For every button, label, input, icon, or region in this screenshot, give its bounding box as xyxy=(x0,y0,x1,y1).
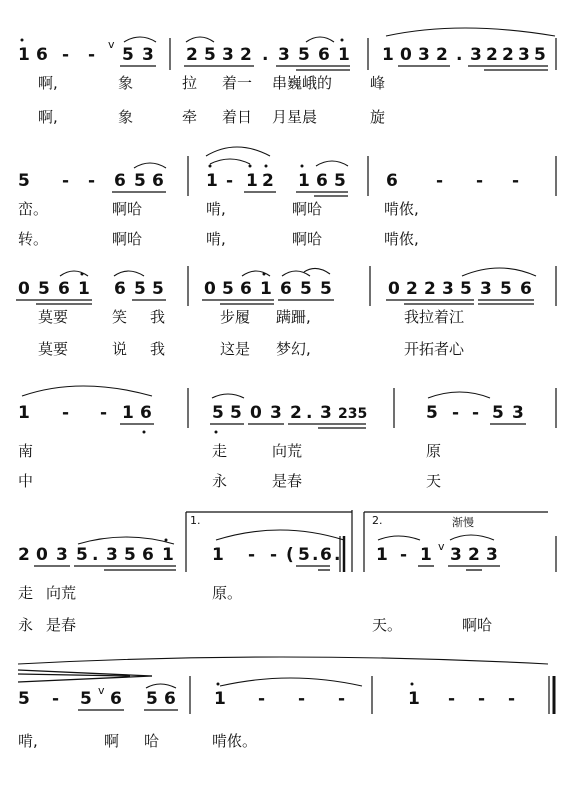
svg-text:-: - xyxy=(248,545,256,565)
svg-text:v: v xyxy=(438,540,445,553)
expression-mark: 渐慢 xyxy=(452,516,474,529)
svg-text:235: 235 xyxy=(338,406,368,422)
svg-text:永: 永 xyxy=(212,472,228,490)
svg-text:6: 6 xyxy=(164,689,176,709)
svg-text:2: 2 xyxy=(240,45,252,65)
svg-text:1: 1 xyxy=(260,279,272,299)
svg-text:我拉着江: 我拉着江 xyxy=(404,308,465,326)
system-1 xyxy=(18,28,556,126)
svg-text:6: 6 xyxy=(114,171,126,191)
svg-text:1: 1 xyxy=(162,545,174,565)
svg-text:象: 象 xyxy=(118,108,134,126)
svg-text:1: 1 xyxy=(246,171,258,191)
svg-text:-: - xyxy=(400,545,408,565)
svg-text:1: 1 xyxy=(122,403,134,423)
svg-text:3: 3 xyxy=(470,45,482,65)
svg-text:2: 2 xyxy=(186,45,198,65)
svg-text:6: 6 xyxy=(280,279,292,299)
svg-text:6: 6 xyxy=(240,279,252,299)
svg-text:5: 5 xyxy=(534,45,546,65)
svg-text:-: - xyxy=(88,171,96,191)
svg-text:-: - xyxy=(62,403,70,423)
volta-2-label: 2. xyxy=(372,514,383,527)
svg-text:步履: 步履 xyxy=(220,308,251,326)
svg-text:6: 6 xyxy=(386,171,398,191)
svg-text:5: 5 xyxy=(204,45,216,65)
svg-text:啃,: 啃, xyxy=(206,200,226,218)
svg-text:3: 3 xyxy=(486,545,498,565)
lyric-line: 啊, xyxy=(38,74,58,92)
svg-text:2: 2 xyxy=(18,545,30,565)
svg-text:-: - xyxy=(478,689,486,709)
svg-text:啊哈: 啊哈 xyxy=(112,230,143,248)
svg-text:这是: 这是 xyxy=(220,340,251,358)
svg-text:0: 0 xyxy=(18,279,30,299)
svg-text:5: 5 xyxy=(334,171,346,191)
svg-text:-: - xyxy=(298,689,306,709)
svg-text:天: 天 xyxy=(426,472,442,490)
svg-text:2: 2 xyxy=(262,171,274,191)
svg-text:1: 1 xyxy=(18,403,30,423)
svg-text:走: 走 xyxy=(18,584,34,602)
svg-text:3: 3 xyxy=(418,45,430,65)
svg-text:6: 6 xyxy=(520,279,532,299)
svg-text:5: 5 xyxy=(460,279,472,299)
svg-text:2: 2 xyxy=(486,45,498,65)
svg-text:1: 1 xyxy=(420,545,432,565)
svg-text:3: 3 xyxy=(518,45,530,65)
svg-text:中: 中 xyxy=(18,472,34,490)
svg-text:转。: 转。 xyxy=(18,230,49,248)
svg-text:1: 1 xyxy=(212,545,224,565)
svg-text:5: 5 xyxy=(18,171,30,191)
svg-text:5: 5 xyxy=(80,689,92,709)
svg-text:0: 0 xyxy=(400,45,412,65)
svg-text:.: . xyxy=(334,545,341,565)
svg-text:3: 3 xyxy=(480,279,492,299)
svg-text:3: 3 xyxy=(142,45,154,65)
svg-text:我: 我 xyxy=(150,340,166,358)
svg-text:0: 0 xyxy=(36,545,48,565)
svg-text:6: 6 xyxy=(320,545,332,565)
svg-text:5: 5 xyxy=(300,279,312,299)
svg-text:原: 原 xyxy=(426,442,442,460)
svg-text:啃侬,: 啃侬, xyxy=(384,200,419,218)
svg-text:月星晨: 月星晨 xyxy=(272,108,318,126)
svg-text:1: 1 xyxy=(376,545,388,565)
svg-text:-: - xyxy=(100,403,108,423)
svg-text:v: v xyxy=(98,684,105,697)
system-6 xyxy=(18,657,554,750)
svg-text:啊哈: 啊哈 xyxy=(112,200,143,218)
svg-text:5: 5 xyxy=(122,45,134,65)
svg-text:2: 2 xyxy=(424,279,436,299)
svg-text:蹒跚,: 蹒跚, xyxy=(276,308,311,326)
svg-text:5: 5 xyxy=(134,279,146,299)
svg-text:5: 5 xyxy=(320,279,332,299)
svg-text:5: 5 xyxy=(134,171,146,191)
svg-text:0: 0 xyxy=(388,279,400,299)
svg-text:我: 我 xyxy=(150,308,166,326)
svg-text:.: . xyxy=(456,45,463,65)
svg-text:梦幻,: 梦幻, xyxy=(276,340,311,358)
svg-text:2: 2 xyxy=(436,45,448,65)
svg-text:2: 2 xyxy=(406,279,418,299)
svg-text:着一: 着一 xyxy=(222,74,253,92)
svg-text:1: 1 xyxy=(408,689,420,709)
svg-text:1: 1 xyxy=(214,689,226,709)
svg-text:5: 5 xyxy=(76,545,88,565)
svg-text:-: - xyxy=(436,171,444,191)
svg-text:-: - xyxy=(258,689,266,709)
system-2 xyxy=(18,147,556,248)
svg-text:啃,: 啃, xyxy=(18,732,38,750)
svg-text:拉: 拉 xyxy=(182,74,198,92)
svg-text:永: 永 xyxy=(18,616,34,634)
svg-text:-: - xyxy=(62,171,70,191)
svg-text:3: 3 xyxy=(222,45,234,65)
svg-text:v: v xyxy=(108,38,115,51)
svg-text:啃,: 啃, xyxy=(206,230,226,248)
volta-1-label: 1. xyxy=(190,514,201,527)
svg-text:6: 6 xyxy=(110,689,122,709)
svg-text:-: - xyxy=(472,403,480,423)
svg-text:5: 5 xyxy=(222,279,234,299)
svg-text:峦。: 峦。 xyxy=(18,200,49,218)
svg-text:5: 5 xyxy=(212,403,224,423)
svg-text:6: 6 xyxy=(58,279,70,299)
svg-text:1: 1 xyxy=(382,45,394,65)
svg-text:串巍峨的: 串巍峨的 xyxy=(272,74,333,92)
svg-text:5: 5 xyxy=(492,403,504,423)
svg-text:原。: 原。 xyxy=(212,584,243,602)
svg-text:5: 5 xyxy=(298,45,310,65)
svg-text:5: 5 xyxy=(298,545,310,565)
svg-text:1: 1 xyxy=(206,171,218,191)
svg-text:3: 3 xyxy=(320,403,332,423)
svg-text:5: 5 xyxy=(18,689,30,709)
svg-text:是春: 是春 xyxy=(272,472,303,490)
svg-text:天。: 天。 xyxy=(372,616,403,634)
svg-text:2: 2 xyxy=(502,45,514,65)
svg-text:-: - xyxy=(270,545,278,565)
svg-text:3: 3 xyxy=(56,545,68,565)
svg-text:5: 5 xyxy=(124,545,136,565)
svg-text:-: - xyxy=(512,171,520,191)
svg-text:-: - xyxy=(476,171,484,191)
svg-text:3: 3 xyxy=(442,279,454,299)
svg-text:-: - xyxy=(62,45,70,65)
svg-text:1: 1 xyxy=(338,45,350,65)
svg-text:6: 6 xyxy=(114,279,126,299)
svg-text:5: 5 xyxy=(500,279,512,299)
system-5 xyxy=(18,510,556,634)
svg-text:-: - xyxy=(52,689,60,709)
system-3 xyxy=(16,266,556,358)
svg-text:5: 5 xyxy=(152,279,164,299)
svg-text:6: 6 xyxy=(142,545,154,565)
svg-text:啊,: 啊, xyxy=(38,108,58,126)
svg-text:着日: 着日 xyxy=(222,108,253,126)
svg-text:5: 5 xyxy=(146,689,158,709)
svg-text:2: 2 xyxy=(290,403,302,423)
svg-text:开拓者心: 开拓者心 xyxy=(404,340,465,358)
svg-text:0: 0 xyxy=(250,403,262,423)
svg-text:啃侬。: 啃侬。 xyxy=(212,732,258,750)
svg-text:3: 3 xyxy=(278,45,290,65)
svg-text:1: 1 xyxy=(298,171,310,191)
svg-text:-: - xyxy=(452,403,460,423)
svg-text:哈: 哈 xyxy=(144,732,160,750)
svg-text:啊哈: 啊哈 xyxy=(292,230,323,248)
svg-text:6: 6 xyxy=(36,45,48,65)
svg-text:6: 6 xyxy=(316,171,328,191)
svg-text:3: 3 xyxy=(270,403,282,423)
svg-text:牵: 牵 xyxy=(182,108,198,126)
svg-text:-: - xyxy=(508,689,516,709)
svg-text:象: 象 xyxy=(118,74,134,92)
svg-text:是春: 是春 xyxy=(46,616,77,634)
svg-text:6: 6 xyxy=(318,45,330,65)
svg-text:6: 6 xyxy=(140,403,152,423)
svg-text:5: 5 xyxy=(426,403,438,423)
svg-text:啊哈: 啊哈 xyxy=(462,616,493,634)
svg-text:2: 2 xyxy=(468,545,480,565)
svg-text:-: - xyxy=(88,45,96,65)
svg-text:-: - xyxy=(448,689,456,709)
svg-text:啊: 啊 xyxy=(104,732,120,750)
svg-text:5: 5 xyxy=(38,279,50,299)
svg-text:3: 3 xyxy=(450,545,462,565)
svg-text:5: 5 xyxy=(230,403,242,423)
svg-text:南: 南 xyxy=(18,442,34,460)
svg-text:啊哈: 啊哈 xyxy=(292,200,323,218)
svg-text:莫要: 莫要 xyxy=(38,308,69,326)
svg-text:.: . xyxy=(306,403,313,423)
svg-text:0: 0 xyxy=(204,279,216,299)
svg-text:向荒: 向荒 xyxy=(46,584,77,602)
svg-text:-: - xyxy=(338,689,346,709)
svg-text:.: . xyxy=(92,545,99,565)
svg-text:1: 1 xyxy=(78,279,90,299)
svg-text:峰: 峰 xyxy=(370,74,386,92)
svg-text:3: 3 xyxy=(512,403,524,423)
svg-text:向荒: 向荒 xyxy=(272,442,303,460)
svg-text:笑: 笑 xyxy=(112,308,128,326)
note: 1 xyxy=(18,45,30,65)
svg-text:6: 6 xyxy=(152,171,164,191)
svg-text:啃侬,: 啃侬, xyxy=(384,230,419,248)
svg-text:旋: 旋 xyxy=(370,108,386,126)
svg-text:3: 3 xyxy=(106,545,118,565)
system-4 xyxy=(18,386,556,490)
svg-text:说: 说 xyxy=(112,340,128,358)
svg-text:.: . xyxy=(262,45,269,65)
svg-text:走: 走 xyxy=(212,442,228,460)
svg-text:-: - xyxy=(226,171,234,191)
svg-text:(: ( xyxy=(286,545,294,565)
svg-text:莫要: 莫要 xyxy=(38,340,69,358)
svg-text:.: . xyxy=(312,545,319,565)
